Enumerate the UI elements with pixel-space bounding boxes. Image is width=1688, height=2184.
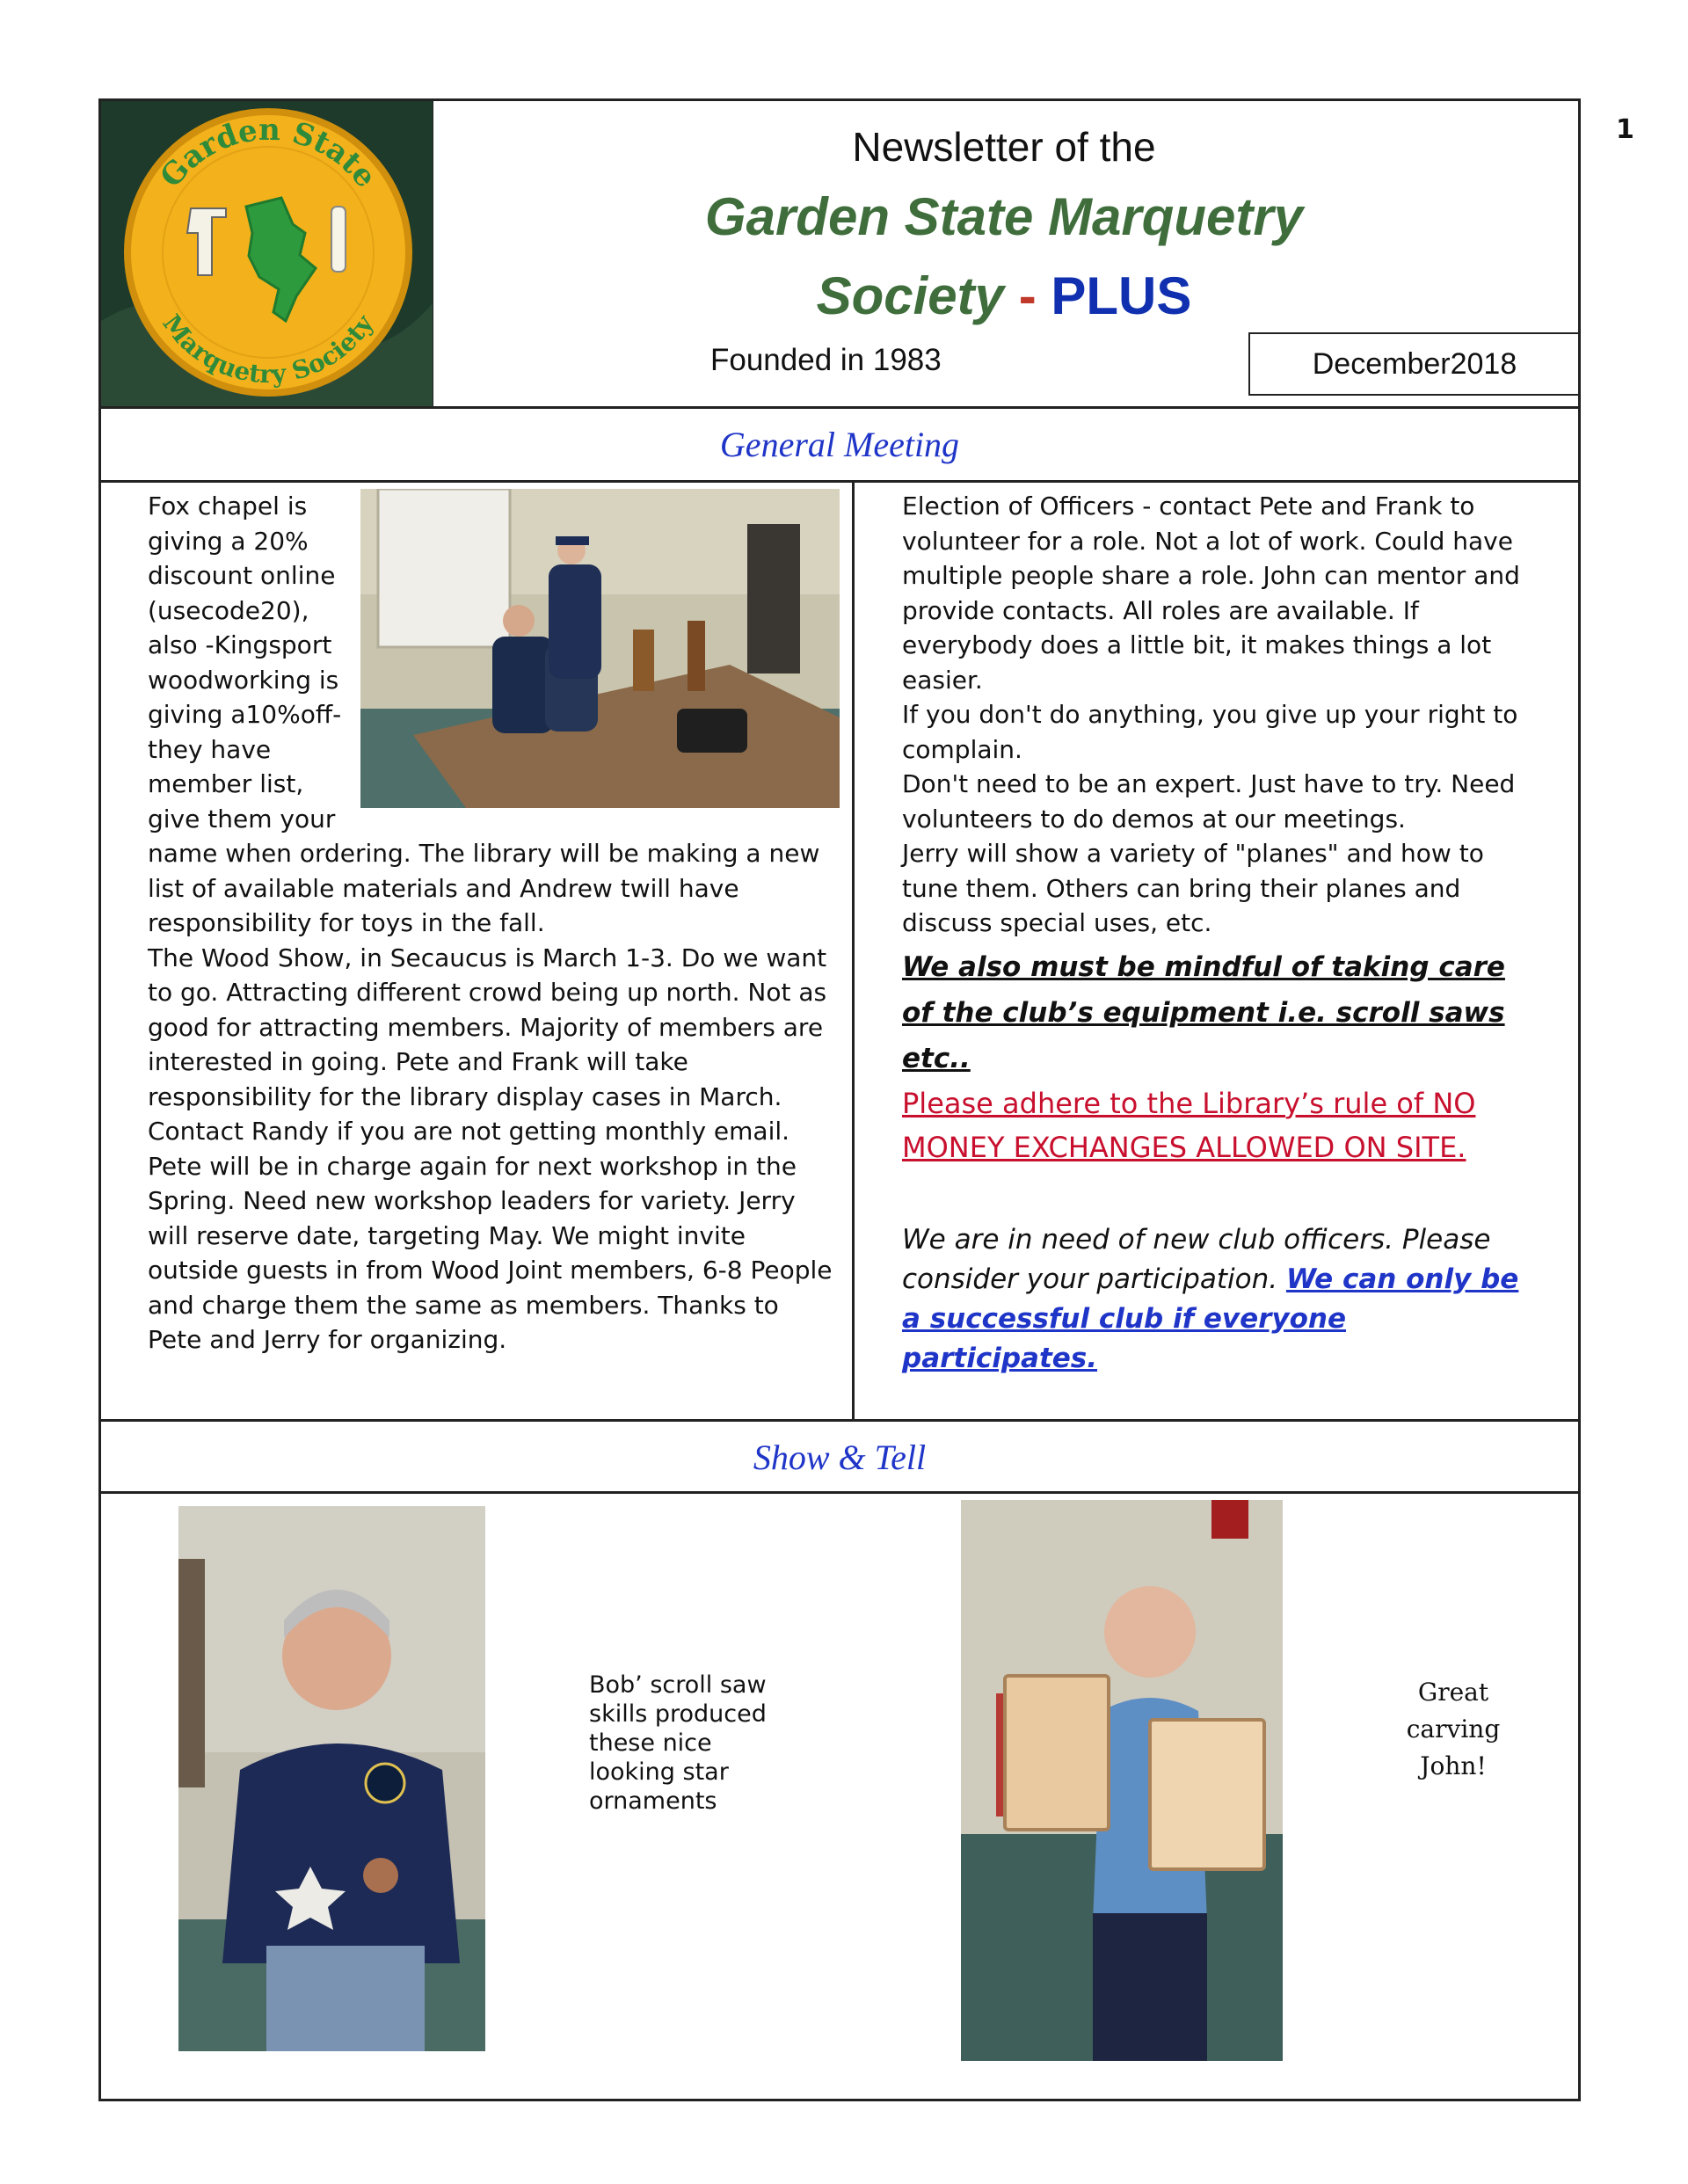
rule-general-meeting-end [98, 1419, 1581, 1422]
logo-top-text: Garden State [153, 112, 383, 195]
rule-general-meeting-bottom [98, 480, 1581, 483]
newsletter-title-line2 [433, 266, 1575, 326]
title-society: Society [816, 266, 1005, 325]
caption-bob: Bob’ scroll saw skills produced these nice looking star ornaments [589, 1671, 767, 1815]
general-meeting-left-column [148, 489, 840, 1358]
right-paragraph-2: If you don't do anything, you give up your right to complain. [902, 700, 1518, 764]
left-paragraph-4: Pete will be in charge again for next workshop in the Spring. Need new workshop leaders for variety. Jerry will reserve date, targeting May. We might invite outside guests in from Wood Joint members, 6-8 People and charge them the same as members. Thanks to Pete and Jerry for organizing. [148, 1151, 833, 1354]
founded-year: Founded in 1983 [710, 343, 942, 377]
library-rule-notice: Please adhere to the Library’s rule of NO MONEY EXCHANGES ALLOWED ON SITE. [902, 1086, 1476, 1164]
title-dash: - [1004, 266, 1051, 325]
logo-bottom-text: Marquetry Society [156, 309, 380, 389]
section-title-general-meeting: General Meeting [719, 425, 960, 464]
officers-note-text: We are in need of new club officers. Please consider your participation. [902, 1223, 1491, 1295]
right-paragraph-4: Jerry will show a variety of "planes" and how to tune them. Others can bring their planes and discuss special uses, etc. [902, 839, 1484, 937]
officers-emphasis: We can only be a successful club if everyone participates. [902, 1263, 1519, 1374]
officers-note [902, 1220, 1539, 1379]
page-number: 1 [1616, 114, 1634, 145]
general-meeting-right-column [902, 489, 1539, 1379]
newsletter-title-line1: Garden State Marquetry [704, 187, 1304, 246]
issue-date [1248, 332, 1581, 396]
newsletter-subtitle: Newsletter of the [852, 124, 1156, 170]
column-divider [852, 480, 855, 1419]
left-paragraph-3: Contact Randy if you are not getting monthly email. [148, 1117, 790, 1146]
equipment-notice: We also must be mindful of taking care of the club’s equipment i.e. scroll saws etc.. [902, 950, 1505, 1074]
photo-john-carvings [961, 1500, 1283, 2061]
photo-bob-ornaments [178, 1506, 485, 2051]
left-paragraph-2: The Wood Show, in Secaucus is March 1-3. Do we want to go. Attracting different crowd being up north. Not as good for attracting members. Majority of members are interested in going. Pete and Frank will take responsibility for the library display cases in March. [148, 943, 827, 1111]
right-paragraph-1: Election of Officers - contact Pete and Frank to volunteer for a role. Not a lot of work. Could have multiple people share a role. John can mentor and provide contacts. All roles are available. If everybody does a little bit, it makes things a lot easier. [902, 491, 1520, 695]
caption-john: Great carving John! [1406, 1678, 1501, 1780]
left-paragraph-1: Fox chapel is giving a 20% discount online (usecode20), also -Kingsport woodworking is giving a10%off- they have member list, give them your name when ordering. The library will be making a new list of available materials and Andrew twill have responsibility for toys in the fall. [148, 491, 820, 937]
meeting-photo [360, 489, 840, 808]
rule-show-and-tell-bottom [98, 1491, 1581, 1494]
section-title-show-and-tell: Show & Tell [753, 1438, 927, 1477]
rule-header-bottom [98, 406, 1581, 409]
issue-date-text: December2018 [1312, 346, 1517, 381]
society-patch-logo [101, 101, 433, 407]
right-paragraph-3: Don't need to be an expert. Just have to try. Need volunteers to do demos at our meetings. [902, 769, 1516, 834]
title-plus: PLUS [1051, 266, 1192, 325]
